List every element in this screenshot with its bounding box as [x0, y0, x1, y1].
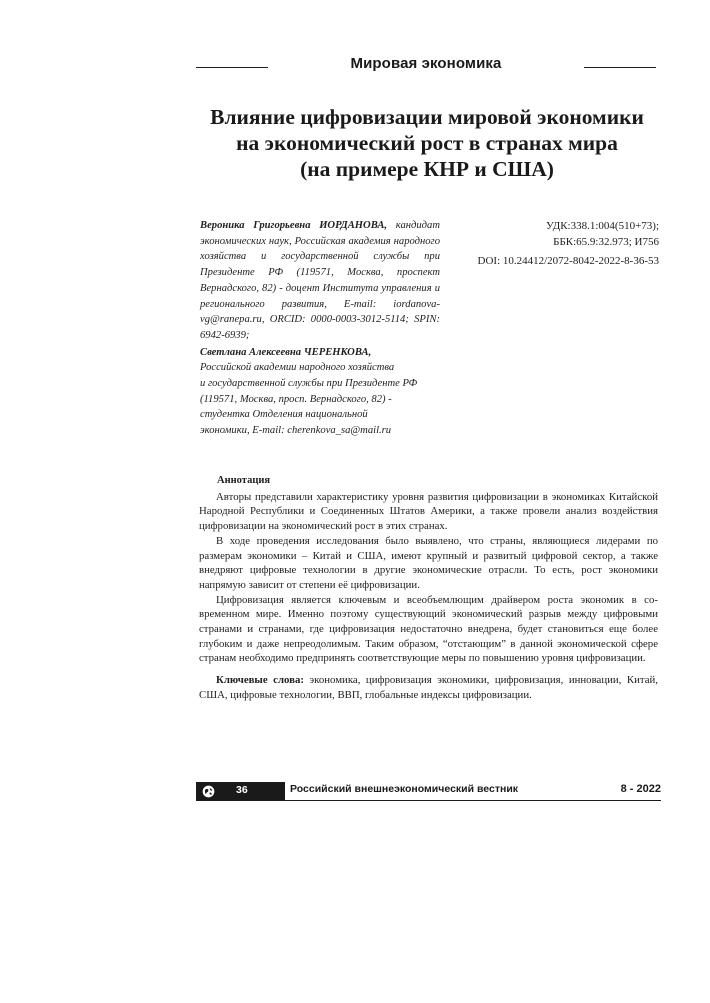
bbk-code: ББК:65.9:32.973; И756	[553, 235, 659, 248]
author-detail-line: (119571, Москва, просп. Вернадского, 82) -	[200, 393, 392, 405]
author-second	[200, 345, 440, 439]
author-detail-line: Российской академии народного хозяйства	[200, 362, 395, 374]
keywords	[199, 673, 658, 702]
footer-rule	[285, 800, 661, 801]
header-rule-right	[584, 67, 656, 68]
keywords-label: Ключевые слова:	[216, 674, 304, 687]
journal-logo-icon	[202, 785, 215, 798]
author-detail-line: и государственной службы при Президенте РФ	[200, 378, 418, 390]
abstract-paragraph: Авторы представили характеристику уровня развития цифровизации в экономиках Китайской Народной Республики и Соединенных Штатов Америки, а также провели анализ воздействия цифровизации на экономический рост в этих странах.	[199, 490, 658, 533]
author-detail-line: студентка Отделения национальной	[200, 409, 368, 421]
title-line: на экономический рост в странах мира	[236, 131, 618, 155]
authors-block	[200, 218, 440, 439]
abstract-heading: Аннотация	[217, 475, 271, 486]
title-line: Влияние цифровизации мировой экономики	[210, 105, 644, 129]
abstract-paragraph: Цифровизация является ключевым и всеобъемлющим драйвером роста экономик в современном мире. Именно поэтому существующий экономический разрыв между цифровыми странами и странами, где цифровизация недостаточно внедрена, будет становиться еще более глубоким и даже непреодолимым. Таким образом, “отстающим” в данной экономической сфере странам необходимо предпринять соответствующие меры по повышению уровня цифровизации.	[199, 593, 658, 665]
author-name: Светлана Алексеевна ЧЕРЕНКОВА,	[200, 346, 372, 358]
doi: DOI: 10.24412/2072-8042-2022-8-36-53	[477, 255, 659, 268]
section-header	[196, 55, 656, 77]
classification-codes	[429, 219, 659, 270]
author-details: кандидат экономических наук, Российская академия народного хозяйства и государственной службы при Президенте РФ (119571, Москва, проспект Вернадского, 82) - доцент Института управления и регионального развития, E-mail: iordanova-vg@ranepa.ru, ORCID: 0000-0003-3012-5114; SPIN: 6942-6939;	[200, 220, 440, 341]
abstract-paragraph: В ходе проведения исследования было выявлено, что страны, являющиеся лидерами по размерам экономики – Китай и США, имеют крупный и развитый цифровой сектор, а также внедряют цифровые технологии в другие экономические отрасли. То есть, рост экономики напрямую зависит от степени её цифровизации.	[199, 534, 658, 591]
abstract	[199, 474, 658, 703]
keywords-list: экономика, цифровизация экономики, цифровизация, инновации, Китай, США, цифровые технологии, ВВП, глобальные индексы цифровизации.	[199, 674, 658, 701]
page-number: 36	[236, 784, 248, 796]
author-name: Вероника Григорьевна ИОРДАНОВА,	[200, 220, 388, 231]
article-title	[196, 104, 658, 182]
journal-name: Российский внешнеэкономический вестник	[290, 783, 519, 795]
section-label: Мировая экономика	[350, 55, 502, 72]
title-line: (на примере КНР и США)	[300, 157, 554, 181]
page-footer	[196, 782, 661, 801]
author-first	[200, 218, 440, 344]
udk-code: УДК:338.1:004(510+73);	[546, 220, 659, 232]
author-detail-line: экономики, E-mail: cherenkova_sa@mail.ru	[200, 425, 392, 437]
issue-number: 8 - 2022	[620, 783, 661, 795]
